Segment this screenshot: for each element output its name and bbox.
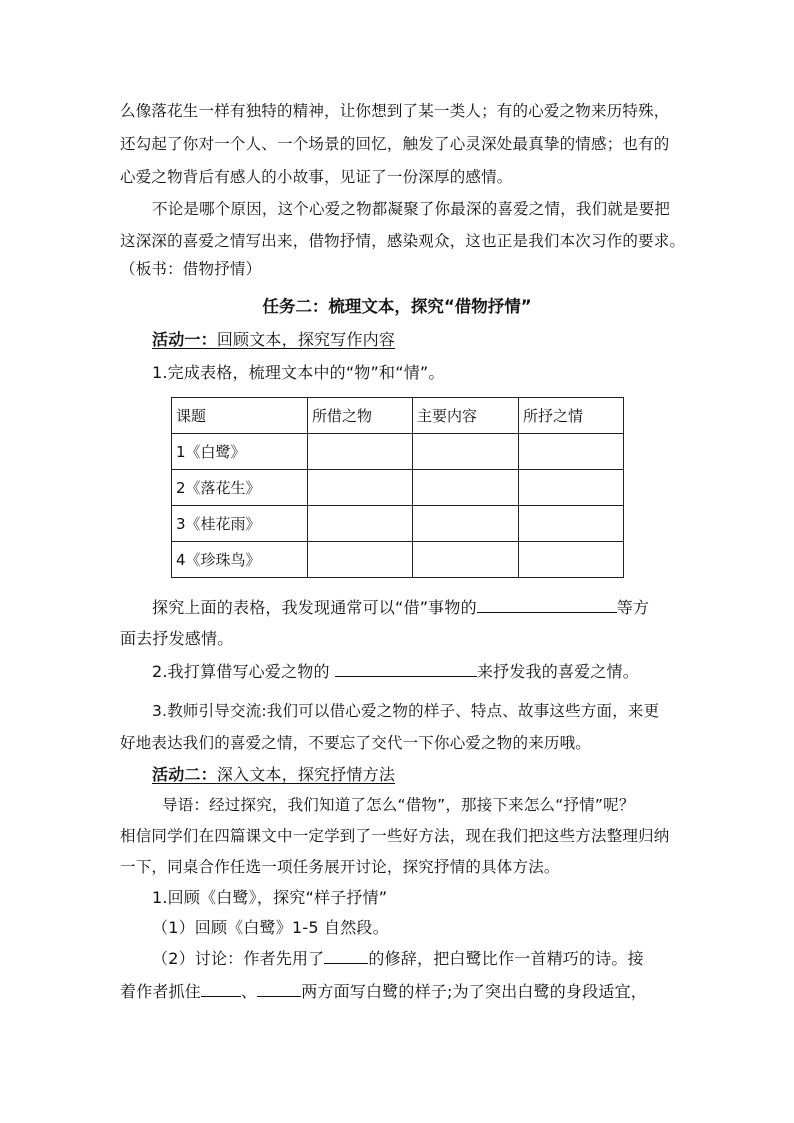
table-cell[interactable] [308,506,413,542]
table-cell: 3《桂花雨》 [172,506,308,542]
activity2-title: 深入文本，探究抒情方法 [216,765,396,784]
fill-blank[interactable] [335,661,477,677]
activity1-item1: 1.完成表格，梳理文本中的“物”和“情”。 [152,363,445,382]
activity2-sub2 [152,948,644,970]
table-cell[interactable] [519,542,624,578]
activity2-sub3 [120,981,647,1003]
table-cell[interactable] [308,434,413,470]
activity1-label: 活动一： [152,330,217,349]
sub3-text-a: 着作者抓住 [120,982,202,1001]
summary-table [171,397,624,578]
sub3-text-c: 两方面写白鹭的样子;为了突出白鹭的身段适宜， [301,982,648,1001]
fill-blank[interactable] [201,981,241,997]
table-cell[interactable] [413,434,519,470]
item3-line-1: 3.教师引导交流:我们可以借心爱之物的样子、特点、故事这些方面，来更 [152,702,660,720]
table-cell[interactable] [519,506,624,542]
table-header-row [172,398,624,434]
item2-text-a: 2.我打算借写心爱之物的 [152,662,335,681]
table-cell[interactable] [308,470,413,506]
explore-line-1 [152,597,649,619]
table-row [172,434,624,470]
activity2-sub1: （1）回顾《白鹭》1-5 自然段。 [152,918,389,937]
table-cell: 4《珍珠鸟》 [172,542,308,578]
task-title: 任务二：梳理文本，探究“借物抒情” [262,297,532,316]
table-cell[interactable] [519,434,624,470]
table-cell[interactable] [413,470,519,506]
activity2-item1: 1.回顾《白鹭》，探究“样子抒情” [152,888,388,907]
intro-line-6: （板书：借物抒情） [120,260,262,278]
table-header-cell: 所抒之情 [519,398,624,434]
sub2-text-a: （2）讨论：作者先用了 [152,949,325,968]
intro-line-1: 么像落花生一样有独特的精神，让你想到了某一类人；有的心爱之物来历特殊， [120,102,670,120]
table-row [172,542,624,578]
explore-text-b: 等方 [616,598,650,617]
guide-line-3: 一下，同桌合作任选一项任务展开讨论，探究抒情的具体方法。 [120,858,560,876]
guide-line-1: 导语：经过探究，我们知道了怎么“借物”，那接下来怎么“抒情”呢？ [162,796,635,814]
table-cell[interactable] [308,542,413,578]
sub3-text-b: 、 [241,982,258,1001]
table-header-cell: 所借之物 [308,398,413,434]
intro-line-2: 还勾起了你对一个人、一个场景的回忆，触发了心灵深处最真挚的情感；也有的 [120,135,670,153]
fill-blank[interactable] [477,597,617,613]
table-header-cell: 主要内容 [413,398,519,434]
activity1-title: 回顾文本，探究写作内容 [216,330,396,349]
explore-text-a: 探究上面的表格，我发现通常可以“借”事物的 [152,598,477,617]
intro-line-3: 心爱之物背后有感人的小故事，见证了一份深厚的感情。 [120,168,513,186]
guide-line-2: 相信同学们在四篇课文中一定学到了一些好方法，现在我们把这些方法整理归纳 [120,827,670,845]
table-cell[interactable] [413,542,519,578]
fill-blank[interactable] [324,948,368,964]
table-cell[interactable] [519,470,624,506]
item2-line [152,661,639,683]
table-cell: 1《白鹭》 [172,434,308,470]
explore-line-2: 面去抒发感情。 [120,629,234,648]
activity2-heading [152,764,395,786]
table-header-cell: 课题 [172,398,308,434]
intro-line-5: 这深深的喜爱之情写出来，借物抒情，感染观众，这也正是我们本次习作的要求。 [120,232,686,250]
item2-text-b: 来抒发我的喜爱之情。 [476,662,639,681]
table-row [172,506,624,542]
item3-line-2: 好地表达我们的喜爱之情，不要忘了交代一下你心爱之物的来历哦。 [120,734,592,752]
intro-line-4: 不论是哪个原因，这个心爱之物都凝聚了你最深的喜爱之情，我们就是要把 [152,200,671,218]
table-cell: 2《落花生》 [172,470,308,506]
table-cell[interactable] [413,506,519,542]
fill-blank[interactable] [257,981,301,997]
activity2-label: 活动二： [152,765,217,784]
sub2-text-b: 的修辞，把白鹭比作一首精巧的诗。接 [368,949,644,968]
table-row [172,470,624,506]
activity1-heading [152,329,395,351]
